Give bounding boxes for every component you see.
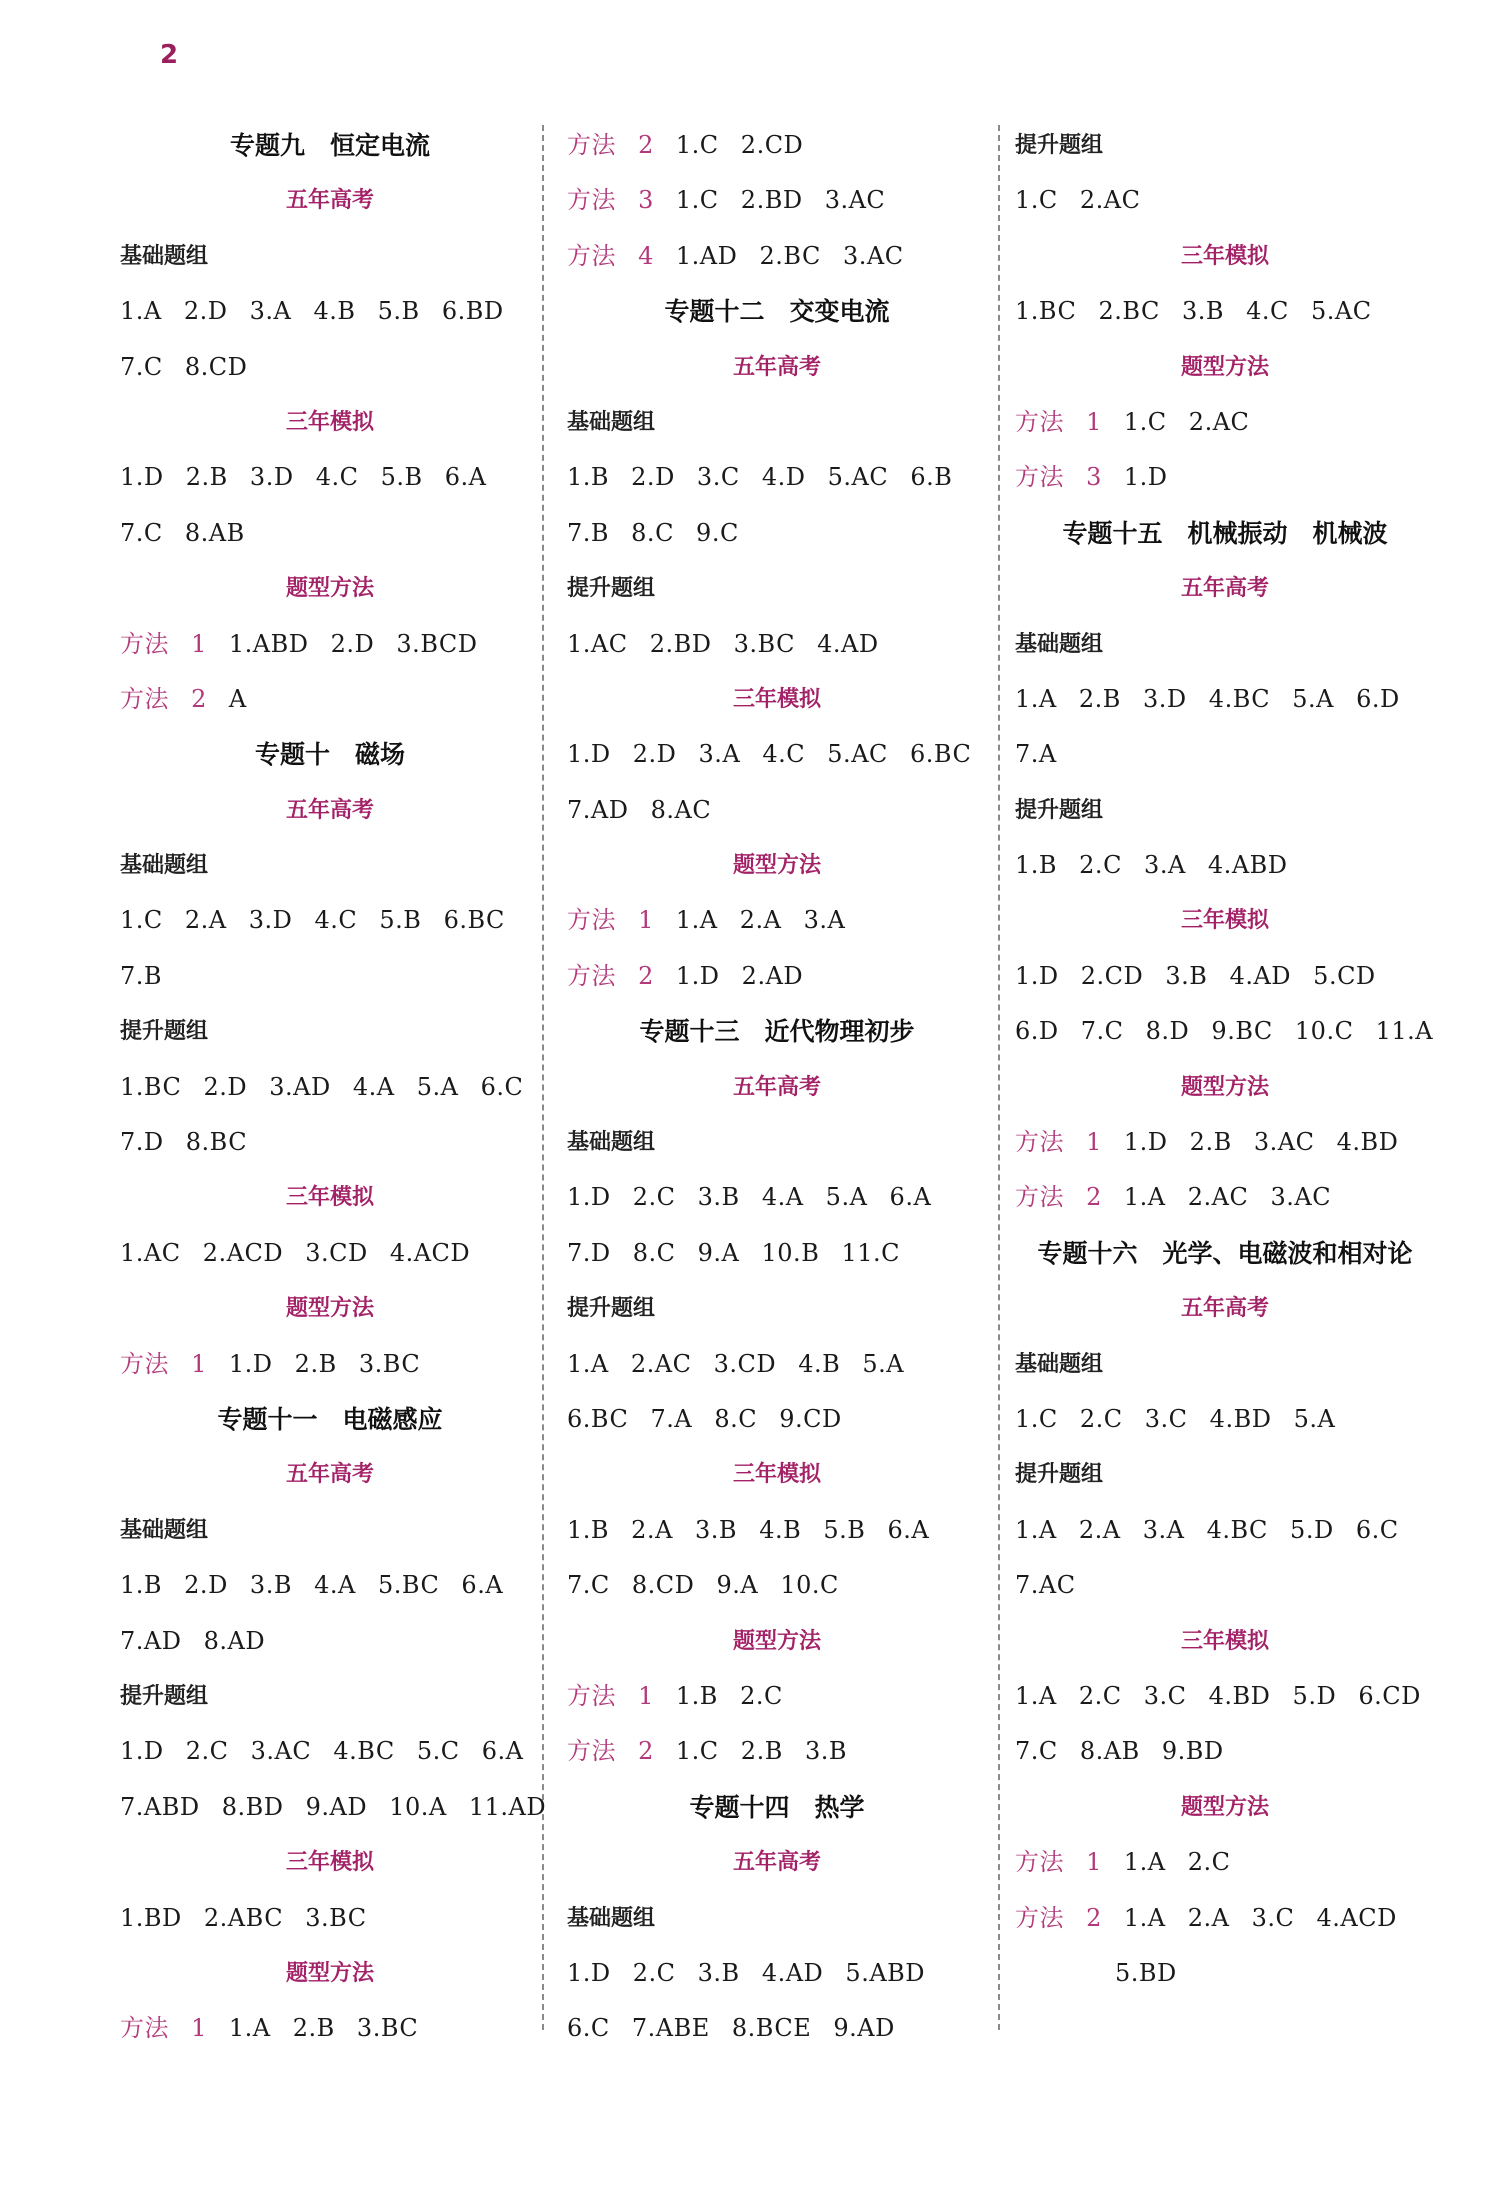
column-divider (998, 125, 1000, 2030)
answer-text: A (228, 684, 247, 713)
section-heading: 五年高考 (732, 354, 821, 380)
answer-line: 1.BC 2.D 3.AD 4.A 5.A 6.C (120, 1072, 524, 1101)
method-label: 方法 1 (1015, 1848, 1102, 1877)
method-answer-line (1015, 1891, 1435, 1946)
answer-line: 7.C 8.CD 9.A 10.C (567, 1571, 839, 1600)
answer-text: 1.D 2.B 3.BC (228, 1349, 421, 1378)
answer-line: 1.B 2.C 3.A 4.ABD (1015, 851, 1288, 880)
answer-line: 1.D 2.C 3.AC 4.BC 5.C 6.A (120, 1737, 524, 1766)
section-heading: 题型方法 (732, 1628, 821, 1654)
answer-line: 1.AC 2.ACD 3.CD 4.ACD (120, 1238, 471, 1267)
method-label: 方法 2 (567, 131, 654, 159)
method-answer-line (567, 118, 987, 173)
group-heading: 基础题组 (567, 1905, 656, 1931)
method-answer-line (567, 1669, 987, 1724)
answer-line: 7.D 8.C 9.A 10.B 11.C (567, 1238, 900, 1267)
section-heading: 三年模拟 (1180, 1628, 1269, 1654)
answer-text: 1.D 2.B 3.AC 4.BD (1123, 1128, 1399, 1157)
method-answer-line (120, 617, 540, 672)
group-heading: 基础题组 (1015, 631, 1104, 657)
answer-line: 6.D 7.C 8.D 9.BC 10.C 11.A (1015, 1017, 1434, 1046)
topic-title: 专题十三 近代物理初步 (639, 1017, 915, 1047)
answer-text: 1.A 2.AC 3.AC (1123, 1183, 1332, 1212)
answer-line: 1.D 2.D 3.A 4.C 5.AC 6.BC (567, 740, 972, 769)
method-label: 方法 1 (567, 906, 654, 935)
group-heading: 提升题组 (567, 576, 656, 602)
method-label: 方法 2 (567, 961, 654, 990)
group-heading: 基础题组 (120, 243, 209, 269)
answer-text: 1.A 2.A 3.A (675, 906, 846, 935)
answer-line: 7.C 8.CD (120, 352, 248, 381)
answer-line: 1.B 2.A 3.B 4.B 5.B 6.A (567, 1515, 930, 1544)
answer-text: 1.C 2.AC (1123, 407, 1250, 436)
answer-line: 1.D 2.C 3.B 4.AD 5.ABD (567, 1958, 926, 1987)
answer-line: 7.B 8.C 9.C (567, 518, 739, 547)
method-answer-line (567, 1724, 987, 1779)
answer-line: 1.A 2.AC 3.CD 4.B 5.A (567, 1349, 905, 1378)
answer-text: 1.C 2.B 3.B (675, 1737, 847, 1766)
method-answer-line (567, 893, 987, 948)
section-heading: 题型方法 (285, 1296, 374, 1322)
method-label: 方法 2 (567, 1737, 654, 1766)
answer-text: 1.ABD 2.D 3.BCD (228, 629, 478, 658)
section-heading: 五年高考 (285, 188, 374, 214)
method-answer-line (1015, 395, 1435, 450)
topic-title: 专题十五 机械振动 机械波 (1062, 518, 1388, 548)
method-answer-line (1015, 1835, 1435, 1890)
answer-line: 1.A 2.A 3.A 4.BC 5.D 6.C (1015, 1515, 1399, 1544)
topic-title: 专题十六 光学、电磁波和相对论 (1037, 1238, 1413, 1268)
method-answer-line (567, 229, 987, 284)
method-label: 方法 1 (1015, 407, 1102, 436)
group-heading: 提升题组 (1015, 133, 1104, 158)
answer-line: 5.BD (1115, 1958, 1177, 1987)
section-heading: 五年高考 (1180, 576, 1269, 602)
method-label: 方法 1 (120, 2014, 207, 2043)
group-heading: 提升题组 (1015, 1462, 1104, 1488)
section-heading: 五年高考 (285, 797, 374, 823)
topic-title: 专题十四 热学 (689, 1792, 865, 1822)
method-label: 方法 3 (1015, 463, 1102, 492)
answer-line: 6.C 7.ABE 8.BCE 9.AD (567, 2014, 895, 2043)
method-label: 方法 3 (567, 186, 654, 215)
answer-line: 7.D 8.BC (120, 1128, 248, 1157)
section-heading: 题型方法 (732, 853, 821, 879)
method-answer-line (120, 672, 540, 727)
section-heading: 题型方法 (285, 576, 374, 602)
method-answer-line (120, 2001, 540, 2056)
group-heading: 提升题组 (567, 1296, 656, 1322)
method-label: 方法 4 (567, 241, 654, 270)
method-label: 方法 1 (1015, 1128, 1102, 1157)
answer-text: 1.A 2.B 3.BC (228, 2014, 419, 2043)
answer-line: 7.A (1015, 740, 1057, 769)
section-heading: 三年模拟 (1180, 243, 1269, 269)
topic-title: 专题十二 交变电流 (664, 297, 890, 327)
method-label: 方法 2 (120, 684, 207, 713)
group-heading: 基础题组 (567, 409, 656, 435)
method-label: 方法 1 (120, 1349, 207, 1378)
method-label: 方法 2 (1015, 1183, 1102, 1212)
section-heading: 三年模拟 (285, 1850, 374, 1876)
section-heading: 五年高考 (285, 1462, 374, 1488)
column-divider (542, 125, 544, 2030)
method-label: 方法 1 (120, 629, 207, 658)
answer-line: 1.B 2.D 3.B 4.A 5.BC 6.A (120, 1571, 504, 1600)
group-heading: 基础题组 (1015, 1351, 1104, 1377)
page-number: 2 (160, 40, 179, 70)
section-heading: 三年模拟 (285, 409, 374, 435)
answer-text: 1.D 2.AD (675, 961, 804, 990)
section-heading: 三年模拟 (732, 1462, 821, 1488)
section-heading: 题型方法 (285, 1960, 374, 1986)
method-answer-line (1015, 1170, 1435, 1225)
answer-line: 7.AD 8.AD (120, 1626, 266, 1655)
answer-column-3 (1015, 118, 1435, 2001)
group-heading: 提升题组 (120, 1019, 209, 1045)
answer-line: 1.D 2.CD 3.B 4.AD 5.CD (1015, 961, 1376, 990)
method-answer-line (567, 173, 987, 228)
answer-line: 7.AD 8.AC (567, 795, 712, 824)
method-answer-line (567, 949, 987, 1004)
section-heading: 题型方法 (1180, 1074, 1269, 1100)
method-label: 方法 2 (1015, 1903, 1102, 1932)
answer-line: 1.D 2.B 3.D 4.C 5.B 6.A (120, 463, 487, 492)
group-heading: 基础题组 (120, 853, 209, 879)
answer-line: 7.C 8.AB 9.BD (1015, 1737, 1224, 1766)
topic-title: 专题九 恒定电流 (229, 131, 430, 160)
section-heading: 五年高考 (732, 1850, 821, 1876)
answer-line: 6.BC 7.A 8.C 9.CD (567, 1404, 842, 1433)
group-heading: 提升题组 (120, 1683, 209, 1709)
answer-line: 1.B 2.D 3.C 4.D 5.AC 6.B (567, 463, 953, 492)
section-heading: 题型方法 (1180, 1794, 1269, 1820)
method-answer-line (1015, 450, 1435, 505)
topic-title: 专题十一 电磁感应 (217, 1404, 443, 1434)
section-heading: 五年高考 (732, 1074, 821, 1100)
method-label: 方法 1 (567, 1681, 654, 1710)
section-heading: 题型方法 (1180, 354, 1269, 380)
answer-line: 1.BD 2.ABC 3.BC (120, 1903, 367, 1932)
answer-text: 1.D (1123, 463, 1168, 492)
group-heading: 基础题组 (120, 1517, 209, 1543)
answer-line: 7.AC (1015, 1571, 1076, 1600)
answer-line: 1.C 2.A 3.D 4.C 5.B 6.BC (120, 906, 505, 935)
group-heading: 基础题组 (567, 1130, 656, 1156)
answer-line: 1.C 2.C 3.C 4.BD 5.A (1015, 1404, 1336, 1433)
answer-line: 7.C 8.AB (120, 518, 245, 547)
group-heading: 提升题组 (1015, 797, 1104, 823)
answer-text: 1.C 2.BD 3.AC (675, 186, 886, 215)
answer-text: 1.C 2.CD (675, 131, 804, 159)
answer-line: 1.A 2.D 3.A 4.B 5.B 6.BD (120, 297, 504, 326)
answer-text: 1.A 2.C (1123, 1848, 1231, 1877)
answer-text: 1.B 2.C (675, 1681, 783, 1710)
method-answer-line (1015, 1115, 1435, 1170)
section-heading: 三年模拟 (285, 1185, 374, 1211)
answer-line: 1.C 2.AC (1015, 186, 1141, 215)
answer-line: 1.A 2.C 3.C 4.BD 5.D 6.CD (1015, 1681, 1421, 1710)
answer-line: 7.B (120, 961, 163, 990)
section-heading: 五年高考 (1180, 1296, 1269, 1322)
section-heading: 三年模拟 (1180, 908, 1269, 934)
answer-line: 1.BC 2.BC 3.B 4.C 5.AC (1015, 297, 1372, 326)
answer-text: 1.A 2.A 3.C 4.ACD (1123, 1903, 1397, 1932)
answer-text: 1.AD 2.BC 3.AC (675, 241, 904, 270)
topic-title: 专题十 磁场 (254, 740, 405, 770)
method-answer-line (120, 1337, 540, 1392)
section-heading: 三年模拟 (732, 686, 821, 712)
answer-line: 1.A 2.B 3.D 4.BC 5.A 6.D (1015, 684, 1400, 713)
answer-line: 1.AC 2.BD 3.BC 4.AD (567, 629, 879, 658)
answer-column-2 (567, 118, 987, 2057)
answer-line: 1.D 2.C 3.B 4.A 5.A 6.A (567, 1183, 932, 1212)
answer-column-1 (120, 118, 547, 2057)
answer-line: 7.ABD 8.BD 9.AD 10.A 11.AD (120, 1792, 547, 1821)
